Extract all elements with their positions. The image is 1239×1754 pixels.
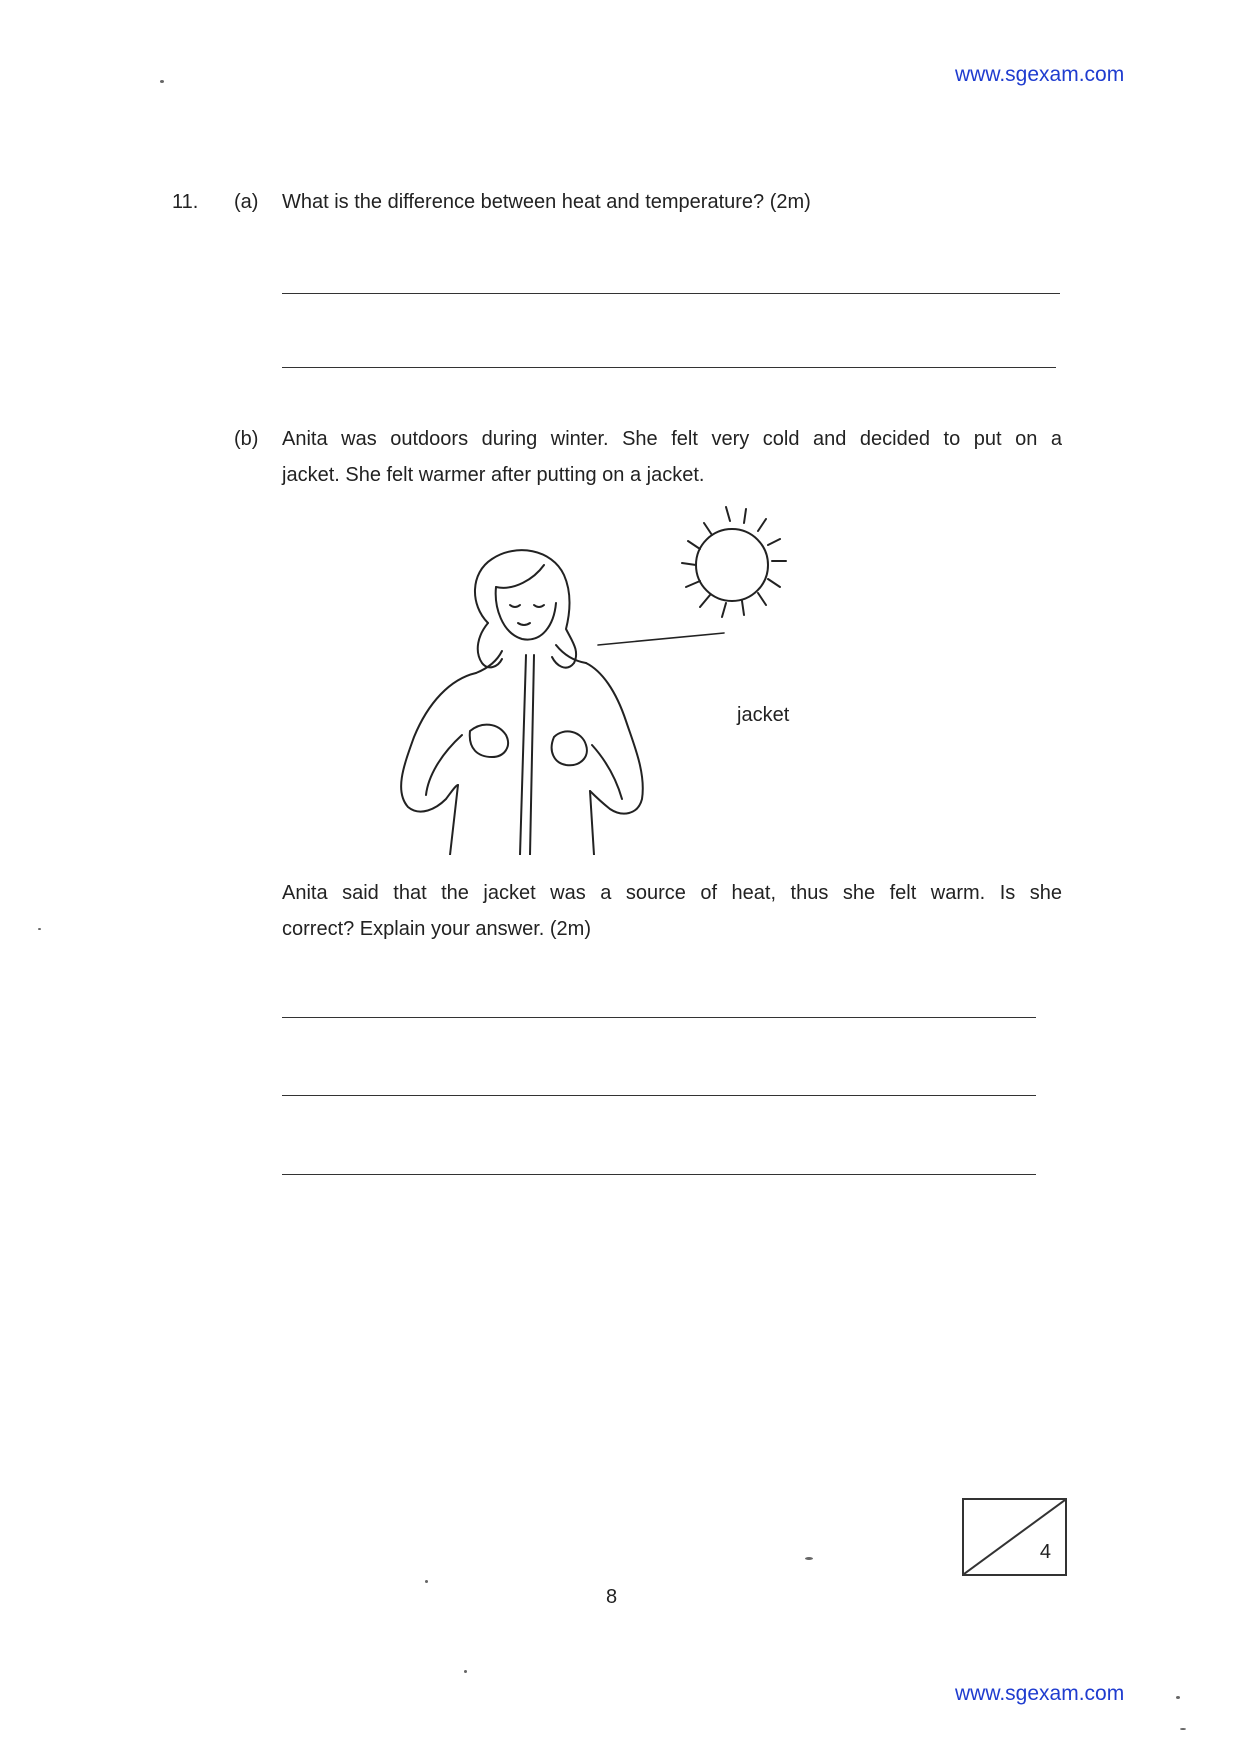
- answer-line-b1[interactable]: [282, 1017, 1036, 1018]
- sun-icon: [682, 507, 786, 617]
- part-a-question: What is the difference between heat and temperature? (2m): [282, 191, 811, 213]
- scan-speck: [425, 1580, 428, 1583]
- answer-line-a1[interactable]: [282, 293, 1060, 294]
- part-b-question-line1: Anita said that the jacket was a source of heat, thus she felt warm. Is she: [282, 882, 1062, 904]
- marks-box: [962, 1498, 1067, 1576]
- part-b-question-line2: correct? Explain your answer. (2m): [282, 918, 592, 940]
- answer-line-b3[interactable]: [282, 1174, 1036, 1175]
- site-watermark-bottom: www.sgexam.com: [955, 1682, 1125, 1705]
- part-a-label: (a): [234, 191, 259, 213]
- question-number: 11.: [172, 191, 199, 213]
- girl-jacket-illustration: [370, 495, 800, 855]
- part-b-intro-line1: Anita was outdoors during winter. She felt very cold and decided to put on a: [282, 428, 1062, 450]
- part-b-intro-line2: jacket. She felt warmer after putting on a jacket.: [282, 464, 705, 486]
- answer-line-a2[interactable]: [282, 367, 1056, 368]
- answer-line-b2[interactable]: [282, 1095, 1036, 1096]
- part-b-label: (b): [234, 428, 259, 450]
- site-watermark-top: www.sgexam.com: [955, 63, 1125, 86]
- scan-speck: [1180, 1728, 1186, 1730]
- jacket-label: jacket: [737, 704, 790, 726]
- page-number: 8: [606, 1586, 618, 1608]
- marks-total: 4: [1039, 1541, 1051, 1563]
- scan-speck: [805, 1557, 813, 1560]
- scan-speck: [464, 1670, 467, 1673]
- scan-speck: [1176, 1696, 1180, 1699]
- scan-speck: [38, 928, 41, 930]
- scan-speck: [160, 80, 164, 83]
